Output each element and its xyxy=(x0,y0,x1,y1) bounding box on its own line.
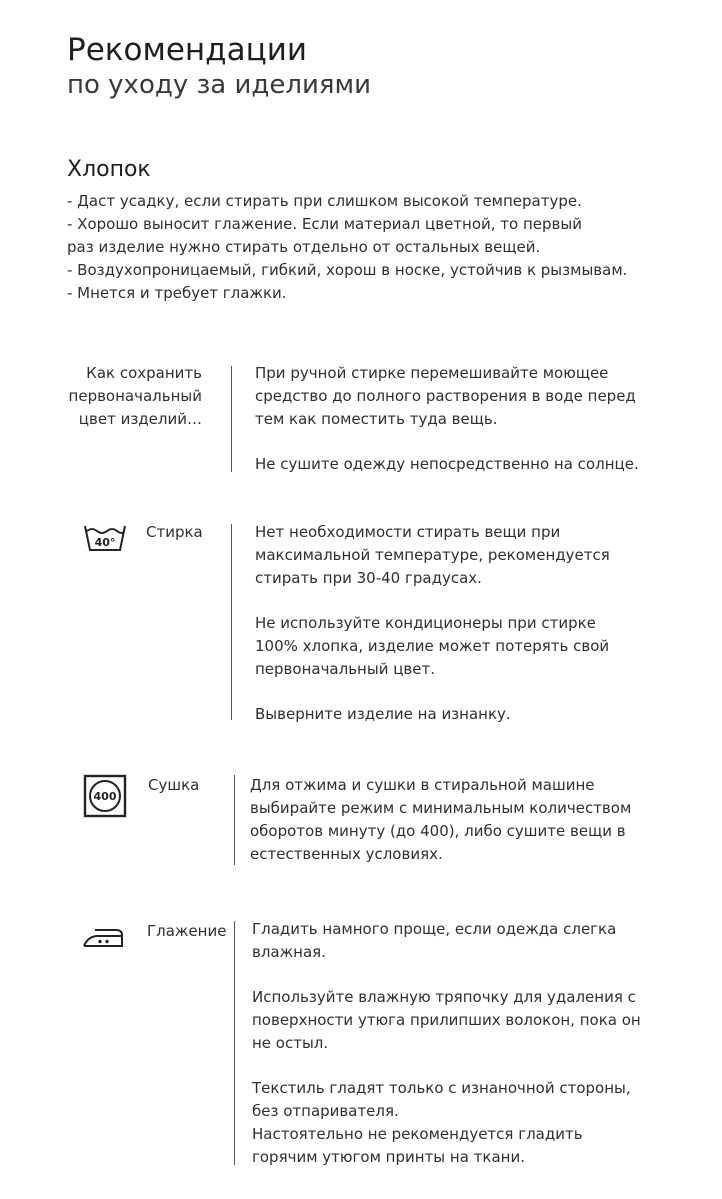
tumble-dry-400-icon xyxy=(83,774,127,822)
paragraph: Не сушите одежду непосредственно на солнце. xyxy=(255,455,639,473)
divider xyxy=(231,366,232,472)
paragraph: Текстиль гладят только с изнаночной стороны, без отпаривателя. xyxy=(252,1079,631,1120)
label-color-care xyxy=(40,362,202,431)
paragraph: Не используйте кондиционеры при стирке 100% хлопка, изделие может потерять свой первоначальный цвет. xyxy=(255,614,610,678)
bullet-item: - Мнется и требует глажки. xyxy=(67,284,287,302)
label-line: первоначальный xyxy=(68,387,202,405)
color-care-content xyxy=(255,362,645,476)
paragraph: Для отжима и сушки в стиральной машине выбирайте режим с минимальным количеством оборотов минуту (до 400), либо сушите вещи в естественных условиях. xyxy=(250,776,632,863)
divider xyxy=(231,524,232,720)
bullet-item: - Воздухопроницаемый, гибкий, хорош в носке, устойчив к рызмывам. xyxy=(67,261,628,279)
bullet-item: раз изделие нужно стирать отдельно от остальных вещей. xyxy=(67,238,541,256)
washing-content xyxy=(255,521,615,726)
paragraph: Выверните изделие на изнанку. xyxy=(255,705,511,723)
label-washing: Стирка xyxy=(146,523,203,541)
bullet-item: - Даст усадку, если стирать при слишком высокой температуре. xyxy=(67,192,582,210)
page-title: Рекомендации xyxy=(67,32,308,68)
paragraph: Нет необходимости стирать вещи при максимальной температуре, рекомендуется стирать при 30-40 градусах. xyxy=(255,523,610,587)
paragraph: Используйте влажную тряпочку для удаления с поверхности утюга прилипших волокон, пока он не остыл. xyxy=(252,988,641,1052)
spin-speed-text: 400 xyxy=(93,790,117,803)
paragraph: Гладить намного проще, если одежда слегка влажная. xyxy=(252,920,617,961)
divider xyxy=(234,775,235,865)
iron-icon xyxy=(82,927,124,953)
page-subtitle: по уходу за иделиями xyxy=(67,70,372,100)
label-line: цвет изделий… xyxy=(78,410,202,428)
wash-temp-text: 40° xyxy=(94,536,116,549)
wash-40-icon xyxy=(83,522,127,556)
drying-content xyxy=(250,774,640,866)
label-ironing: Глажение xyxy=(147,922,227,940)
paragraph: Настоятельно не рекомендуется гладить горячим утюгом принты на ткани. xyxy=(252,1125,583,1166)
label-drying: Сушка xyxy=(148,776,200,794)
label-line: Как сохранить xyxy=(86,364,202,382)
ironing-content xyxy=(252,918,652,1169)
paragraph: При ручной стирке перемешивайте моющее средство до полного растворения в воде перед тем как поместить туда вещь. xyxy=(255,364,636,428)
material-title: Хлопок xyxy=(67,157,151,182)
material-bullets xyxy=(67,190,667,305)
bullet-item: - Хорошо выносит глажение. Если материал цветной, то первый xyxy=(67,215,582,233)
divider xyxy=(234,921,235,1165)
